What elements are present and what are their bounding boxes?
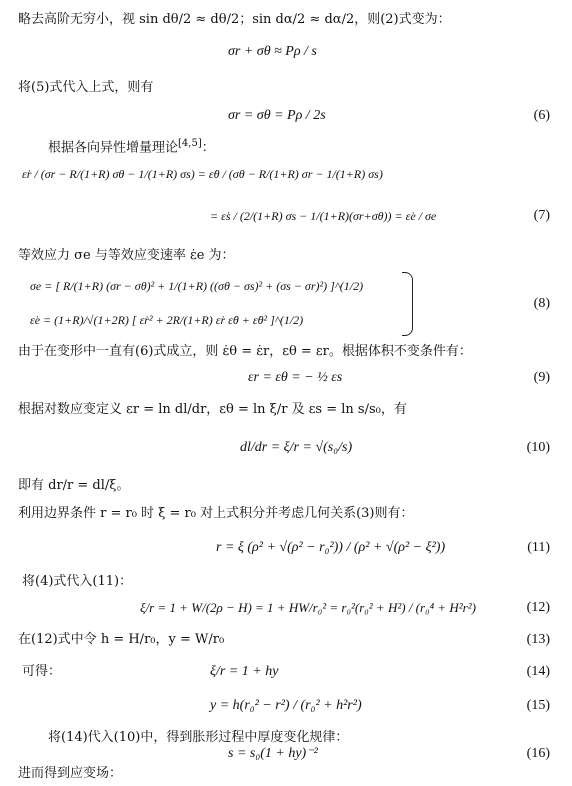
equation-11: r = ξ (ρ² + √(ρ² − r₀²)) / (ρ² + √(ρ² − ξ²)): [216, 540, 446, 555]
equation-15: y = h(r₀² − r²) / (r₀² + h²r²): [210, 698, 362, 713]
text-line-6: 根据对数应变定义 εr = ln dl/dr，εθ = ln ξ/r 及 εs = ln s/s₀，有: [18, 402, 407, 417]
text-line-13: 进而得到应变场：: [18, 766, 123, 781]
equation-7-line-1: ε̇r / (σr − R/(1+R) σθ − 1/(1+R) σs) = ε̇θ / (σθ − R/(1+R) σr − 1/(1+R) σs): [22, 167, 383, 181]
text-line-12: 将(14)代入(10)中，得到胀形过程中厚度变化规律：: [48, 730, 349, 745]
text-line-2: 将(5)式代入上式，则有: [18, 80, 154, 95]
equation-number-16: (16): [526, 746, 550, 761]
equation-number-15: (15): [526, 698, 550, 713]
text-line-4: 等效应力 σe 与等效应变速率 ε̇e 为：: [18, 248, 235, 263]
equation-9: εr = εθ = − ½ εs: [248, 370, 343, 385]
equation-7-line-2: = ε̇s / (2/(1+R) σs − 1/(1+R)(σr+σθ)) = ε̇e / σe: [210, 209, 437, 223]
equation-number-13: (13): [526, 632, 550, 647]
text-line-10: 在(12)式中令 h = H/r₀，y = W/r₀: [18, 632, 225, 647]
equation-6: σr = σθ = Pρ / 2s: [228, 108, 326, 123]
equation-number-6: (6): [533, 108, 550, 123]
equation-8-line-2: ε̇e = (1+R)/√(1+2R) [ ε̇r² + 2R/(1+R) ε̇r ε̇θ + ε̇θ² ]^(1/2): [30, 313, 304, 327]
equation-number-12: (12): [526, 600, 550, 615]
equation-number-11: (11): [527, 540, 550, 555]
text-line-8: 利用边界条件 r = r₀ 时 ξ = r₀ 对上式积分并考虑几何关系(3)则有：: [18, 506, 414, 521]
equation-12: ξ/r = 1 + W/(2ρ − H) = 1 + HW/r₀² = r₀²(r₀² + H²) / (r₀⁴ + H²r²): [140, 600, 476, 615]
equation-stress-sum: σr + σθ ≈ Pρ / s: [228, 44, 317, 59]
text-line-7: 即有 dr/r = dl/ξ。: [18, 478, 130, 493]
equation-number-10: (10): [526, 440, 550, 455]
equation-14: ξ/r = 1 + hy: [210, 664, 279, 679]
text-line-5: 由于在变形中一直有(6)式成立，则 ε̇θ = ε̇r，εθ = εr。根据体积不变条件有：: [18, 344, 472, 359]
text-line-9: 将(4)式代入(11)：: [22, 574, 133, 589]
equation-number-14: (14): [526, 664, 550, 679]
citation-ref: [4,5]: [178, 138, 202, 149]
equation-10: dl/dr = ξ/r = √(s₀/s): [240, 440, 353, 455]
text-line-1: 略去高阶无穷小，视 sin dθ/2 ≈ dθ/2；sin dα/2 ≈ dα/2，则(2)式变为：: [18, 12, 451, 27]
text-line-3: [48, 136, 215, 156]
equation-16: s = s₀(1 + hy)⁻²: [228, 746, 318, 761]
text-line-11: 可得：: [22, 664, 62, 679]
equation-number-8: (8): [533, 296, 550, 311]
equation-number-7: (7): [533, 208, 550, 223]
equation-number-9: (9): [533, 370, 550, 385]
equation-8-brace: [402, 272, 413, 336]
text-line-3-main: 根据各向异性增量理论: [48, 140, 179, 156]
text-line-3-end: ：: [201, 140, 215, 156]
equation-8-line-1: σe = [ R/(1+R) (σr − σθ)² + 1/(1+R) ((σθ − σs)² + (σs − σr)²) ]^(1/2): [30, 279, 364, 293]
